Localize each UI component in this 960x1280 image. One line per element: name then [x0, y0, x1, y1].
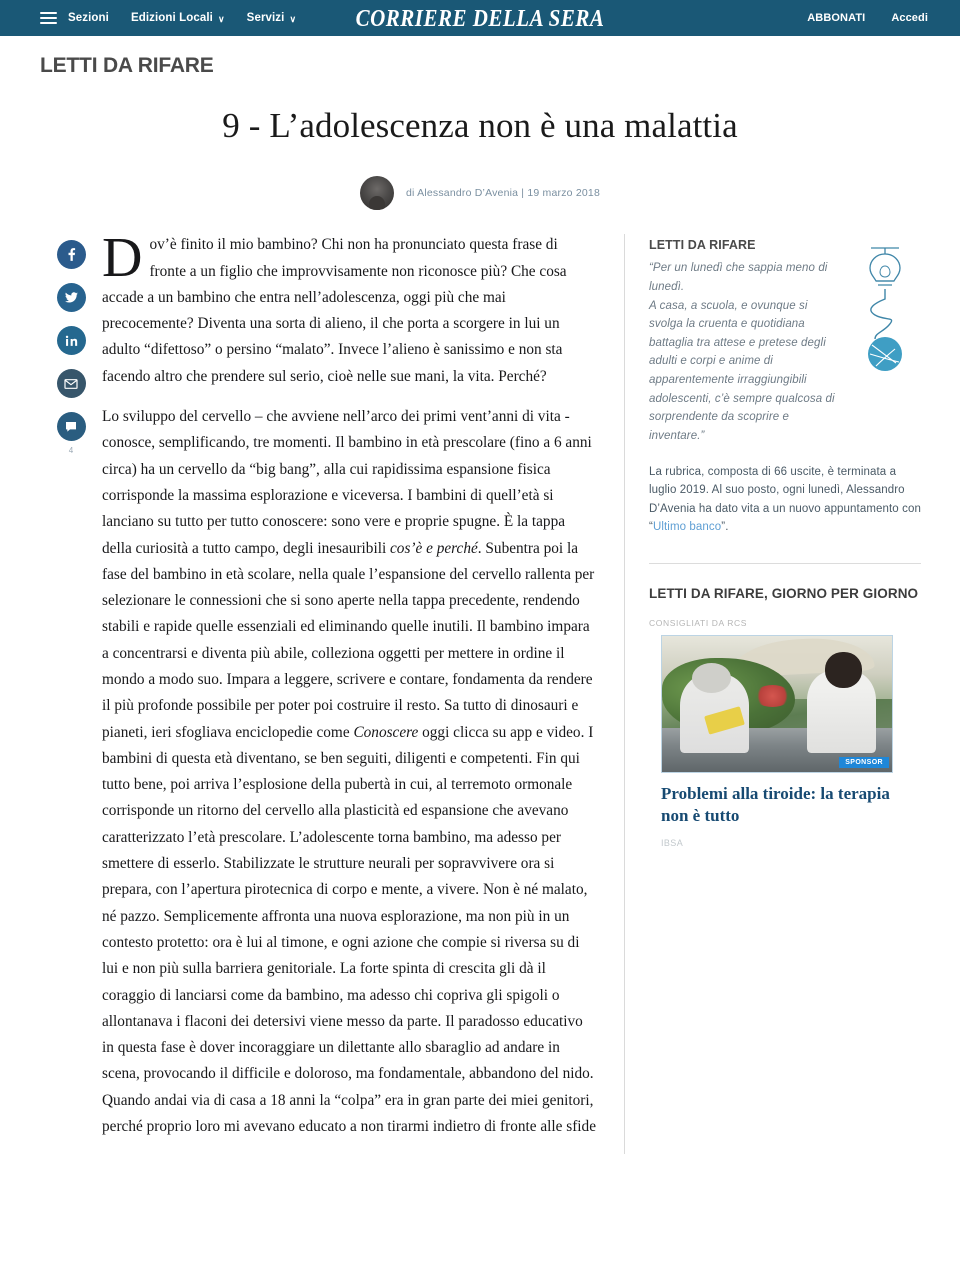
site-header	[0, 0, 960, 36]
headline-container	[0, 84, 960, 146]
chevron-down-icon: ∨	[217, 13, 225, 24]
article-emphasis-2: Conoscere	[353, 723, 419, 741]
header-nav-left	[0, 12, 296, 25]
header-nav-right	[807, 12, 960, 24]
article-kicker[interactable]: LETTI DA RIFARE	[40, 54, 214, 77]
login-button[interactable]: Accedi	[891, 12, 928, 24]
sidebar	[649, 232, 921, 1154]
sidebar-section-title: LETTI DA RIFARE, GIORNO PER GIORNO	[649, 586, 919, 601]
comment-count: 4	[68, 446, 74, 456]
sidebar-quote-line-1: “Per un lunedì che sappia meno di lunedì.	[649, 262, 828, 293]
nav-item-servizi-label: Servizi	[246, 12, 285, 24]
article-body	[102, 227, 614, 1154]
twitter-icon[interactable]	[57, 283, 86, 312]
sections-menu-label: Sezioni	[68, 12, 109, 24]
column-divider	[624, 234, 625, 1154]
promo-image[interactable]	[661, 635, 893, 773]
article-paragraph-1-text: ov’è finito il mio bambino? Chi non ha pronunciato questa frase di fronte a un figlio che improvvisamente non riconosce più? Che cosa accade a un bambino che entra nell’adolescenza, oggi più che mai precocemente? Diventa una sorta di alieno, il che porta a scorgere in lui un adulto “difettoso” o persino “malato”. Invece l’alieno è sanissimo e non sta facendo altro che prendere sul serio, cioè nelle sue mani, la vita. Perché?	[102, 236, 567, 385]
promo-title[interactable]: Problemi alla tiroide: la terapia non è tutto	[661, 784, 890, 825]
promo-card[interactable]	[661, 635, 893, 848]
hamburger-icon	[40, 12, 57, 25]
facebook-icon[interactable]	[57, 240, 86, 269]
masthead-logo-text: CORRIERE DELLA SERA	[355, 3, 605, 32]
avatar	[360, 176, 394, 210]
chevron-down-icon: ∨	[289, 13, 297, 24]
sidebar-kicker: LETTI DA RIFARE	[649, 238, 756, 253]
comment-icon[interactable]	[57, 412, 86, 441]
main-content	[0, 210, 960, 1154]
email-icon[interactable]	[57, 369, 86, 398]
article-paragraph-1	[102, 227, 598, 390]
article-paragraph-2-part-b: . Subentra poi la fase del bambino in età scolare, nella quale l’espansione del cervello rallenta per selezionare le connessioni che si sono aperte nella tappa precedente, rendendo stabili e rapide quelle essenziali ed eliminando quelle inutili. Il bambino impara a concentrarsi e diventa più abile, colleziona oggetti per mettere in ordine il mondo a modo suo. Impara a leggere, scrivere e contare, fondamenta da rendere il più profonde possibile per poter poi costruire il resto. Sa tutto di dinosauri e pianeti, ieri sfogliava enciclopedie come	[102, 539, 595, 741]
byline-text: di Alessandro D’Avenia | 19 marzo 2018	[406, 187, 600, 200]
subscribe-button[interactable]: ABBONATI	[807, 12, 866, 24]
sponsored-label: CONSIGLIATI DA RCS	[649, 618, 748, 628]
page-title: 9 - L’adolescenza non è una malattia	[222, 106, 738, 145]
lightbulb-yarn-illustration	[849, 238, 921, 445]
sidebar-intro-text	[649, 238, 841, 445]
sidebar-note-link[interactable]: Ultimo banco	[652, 521, 722, 534]
linkedin-icon[interactable]	[57, 326, 86, 355]
sidebar-note-after: ”.	[721, 521, 729, 534]
drop-cap: D	[102, 227, 143, 290]
social-share-rail	[40, 232, 102, 1154]
byline	[0, 176, 960, 210]
sidebar-note	[649, 463, 921, 538]
promo-image-person-left-head	[692, 663, 731, 693]
sidebar-divider	[649, 563, 921, 564]
article-kicker-bar	[0, 36, 960, 84]
sections-menu-button[interactable]	[40, 12, 109, 25]
nav-item-servizi[interactable]	[247, 12, 296, 24]
social-share-list	[40, 240, 102, 441]
nav-item-edizioni-locali-label: Edizioni Locali	[130, 12, 213, 24]
promo-source: IBSA	[661, 837, 684, 848]
article-paragraph-2-part-a: Lo sviluppo del cervello – che avviene nell’arco dei primi vent’anni di vita - conosce, semplificando, tre momenti. Il bambino in età prescolare (fino a 6 anni circa) ha un cervello da “big bang”, alla cui rapidissima espansione fisica corrisponde la massima esplorazione e viceversa. I bambini di quell’età si lanciano su tutto per tutto conoscere: sono vere e proprie spugne. È la tappa della curiosità a tutto campo, degli inesauribili	[102, 408, 592, 557]
sidebar-intro-box	[649, 238, 921, 445]
promo-image-person-right-head	[825, 652, 862, 687]
sidebar-quote-line-2: A casa, a scuola, e ovunque si svolga la cruenta e quotidiana battaglia tra attese e pretese degli adulti e corpi e anime di apparentemente irraggiungibili adolescenti, c’è sempre qualcosa di sorprendente da scoprire e inventare.”	[649, 299, 835, 442]
promo-image-flowers	[754, 685, 791, 707]
sidebar-note-before: La rubrica, composta di 66 uscite, è terminata a luglio 2019. Al suo posto, ogni lunedì, Alessandro D’Avenia ha dato vita a un nuovo appuntamento con “	[649, 465, 921, 534]
article-paragraph-2	[102, 404, 598, 1140]
article-emphasis-1: cos’è e perché	[390, 539, 478, 557]
article-paragraph-2-part-c: oggi clicca su app e video. I bambini di questa età diventano, se ben seguiti, diligenti e competenti. Fin qui tutto bene, poi arriva l’esplosione della pubertà in cui, al terremoto ormonale corrisponde un ritorno del cervello alla plasticità ed espansione che avevano caratterizzato l’età prescolare. L’adolescente torna bambino, ma adesso per smettere di esserlo. Stabilizzate le strutture neurali per sopravvivere ora si prepara, con l’apertura pirotecnica di corpo e mente, a vivere. Non è né malato, né pazzo. Semplicemente affronta una nuova esplorazione, ma non più in un contesto protetto: ora è lui al timone, e ogni azione che compie si riversa su di lui e non più sulla barriera genitoriale. La forte spinta di crescita gli dà il coraggio di lanciarsi come da bambino, ma adesso chi copriva gli spigoli o allontanava i flaconi dei detersivi viene messo da parte. Il paradosso educativo in questa fase è dover incoraggiare un dilettante allo sbaraglio ad andare in scena, provocando il difficile e doloroso, ma fondamentale, abbandono del nido. Quando andai via di casa a 18 anni la “colpa” era in gran parte dei miei genitori, perché proprio loro mi avevano educato a non tirarmi indietro di fronte alle sfide	[102, 723, 596, 1136]
sponsor-badge: SPONSOR	[839, 757, 889, 768]
sidebar-quote	[649, 259, 841, 445]
nav-item-edizioni-locali[interactable]	[131, 12, 225, 24]
